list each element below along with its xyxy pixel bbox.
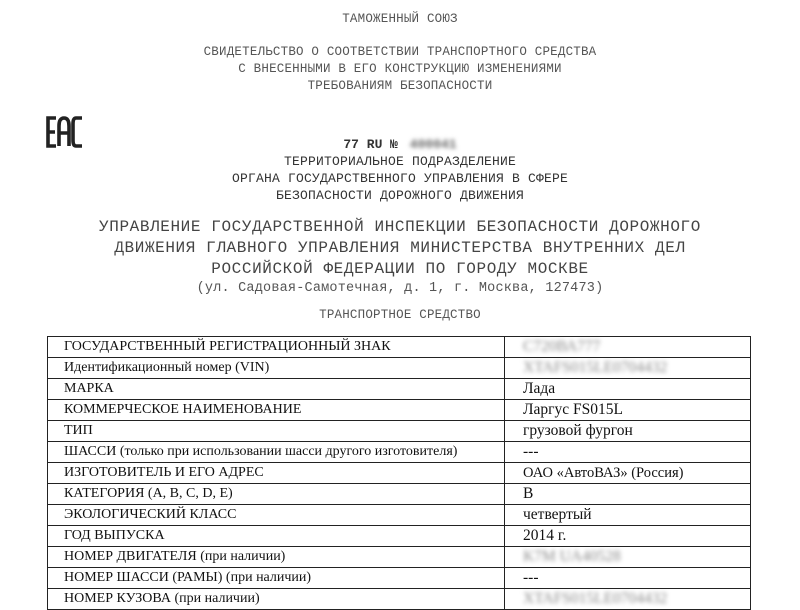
field-label: НОМЕР КУЗОВА (при наличии): [48, 589, 505, 610]
field-label: КОММЕРЧЕСКОЕ НАИМЕНОВАНИЕ: [48, 400, 505, 421]
table-row: [48, 442, 751, 463]
value-text: 2014 г.: [523, 527, 567, 544]
value-text: Лада: [523, 380, 556, 397]
field-label: ИЗГОТОВИТЕЛЬ И ЕГО АДРЕС: [48, 463, 505, 484]
field-label: ШАССИ (только при использовании шасси другого изготовителя): [48, 442, 505, 463]
authority-line-3: РОССИЙСКОЙ ФЕДЕРАЦИИ ПО ГОРОДУ МОСКВЕ: [211, 260, 589, 278]
field-label: ГОСУДАРСТВЕННЫЙ РЕГИСТРАЦИОННЫЙ ЗНАК: [48, 337, 505, 358]
table-row: [48, 589, 751, 610]
field-value: [505, 442, 751, 463]
section-title: ТРАНСПОРТНОЕ СРЕДСТВО: [319, 308, 481, 322]
field-label: НОМЕР ДВИГАТЕЛЯ (при наличии): [48, 547, 505, 568]
field-label: КАТЕГОРИЯ (A, B, C, D, E): [48, 484, 505, 505]
authority-address: (ул. Садовая-Самотечная, д. 1, г. Москва, 127473): [196, 281, 604, 296]
field-label: Идентификационный номер (VIN): [48, 358, 505, 379]
value-text: B: [523, 485, 534, 502]
table-row: [48, 379, 751, 400]
field-value: [505, 505, 751, 526]
field-value: [505, 358, 751, 379]
field-value: [505, 568, 751, 589]
certificate-title-line-3: ТРЕБОВАНИЯМ БЕЗОПАСНОСТИ: [307, 79, 493, 93]
certificate-title-line-1: СВИДЕТЕЛЬСТВО О СООТВЕТСТВИИ ТРАНСПОРТНОГО СРЕДСТВА: [203, 45, 597, 59]
table-row: [48, 337, 751, 358]
vehicle-table: [47, 336, 751, 610]
value-text: Ларгус FS015L: [523, 401, 623, 418]
table-row: [48, 463, 751, 484]
redacted-value: XTAFS015LE0704432: [523, 590, 668, 607]
value-text: ОАО «АвтоВАЗ» (Россия): [523, 464, 684, 481]
table-row: [48, 400, 751, 421]
redacted-value: XTAFS015LE0704432: [523, 359, 668, 376]
field-label: МАРКА: [48, 379, 505, 400]
certificate-number: [0, 137, 800, 152]
field-label: ТИП: [48, 421, 505, 442]
authority-line-1: УПРАВЛЕНИЕ ГОСУДАРСТВЕННОЙ ИНСПЕКЦИИ БЕЗОПАСНОСТИ ДОРОЖНОГО: [99, 218, 701, 236]
subdivision-line-2: ОРГАНА ГОСУДАРСТВЕННОГО УПРАВЛЕНИЯ В СФЕРЕ: [231, 171, 569, 186]
redacted-value: С720ВА777: [523, 338, 601, 355]
table-row: [48, 547, 751, 568]
field-value: [505, 484, 751, 505]
certificate-number-value: 400041: [409, 137, 457, 152]
field-value: [505, 400, 751, 421]
value-text: ---: [523, 443, 539, 460]
table-row: [48, 484, 751, 505]
certificate-number-prefix: 77 RU №: [343, 137, 398, 152]
field-value: [505, 421, 751, 442]
certificate-title-line-2: С ВНЕСЕННЫМИ В ЕГО КОНСТРУКЦИЮ ИЗМЕНЕНИЯМИ: [238, 62, 562, 76]
field-value: [505, 589, 751, 610]
redacted-value: K7M UA40528: [523, 548, 621, 565]
value-text: грузовой фургон: [523, 422, 633, 439]
field-value: [505, 463, 751, 484]
field-label: ЭКОЛОГИЧЕСКИЙ КЛАСС: [48, 505, 505, 526]
field-value: [505, 337, 751, 358]
table-row: [48, 526, 751, 547]
table-row: [48, 358, 751, 379]
field-value: [505, 547, 751, 568]
subdivision-line-1: ТЕРРИТОРИАЛЬНОЕ ПОДРАЗДЕЛЕНИЕ: [283, 154, 517, 169]
table-row: [48, 568, 751, 589]
value-text: ---: [523, 569, 539, 586]
subdivision-line-3: БЕЗОПАСНОСТИ ДОРОЖНОГО ДВИЖЕНИЯ: [275, 188, 525, 203]
field-label: ГОД ВЫПУСКА: [48, 526, 505, 547]
field-value: [505, 526, 751, 547]
field-value: [505, 379, 751, 400]
table-row: [48, 505, 751, 526]
value-text: четвертый: [523, 506, 592, 523]
table-row: [48, 421, 751, 442]
customs-union-heading: ТАМОЖЕННЫЙ СОЮЗ: [342, 12, 458, 26]
field-label: НОМЕР ШАССИ (РАМЫ) (при наличии): [48, 568, 505, 589]
authority-line-2: ДВИЖЕНИЯ ГЛАВНОГО УПРАВЛЕНИЯ МИНИСТЕРСТВА ВНУТРЕННИХ ДЕЛ: [114, 239, 686, 257]
